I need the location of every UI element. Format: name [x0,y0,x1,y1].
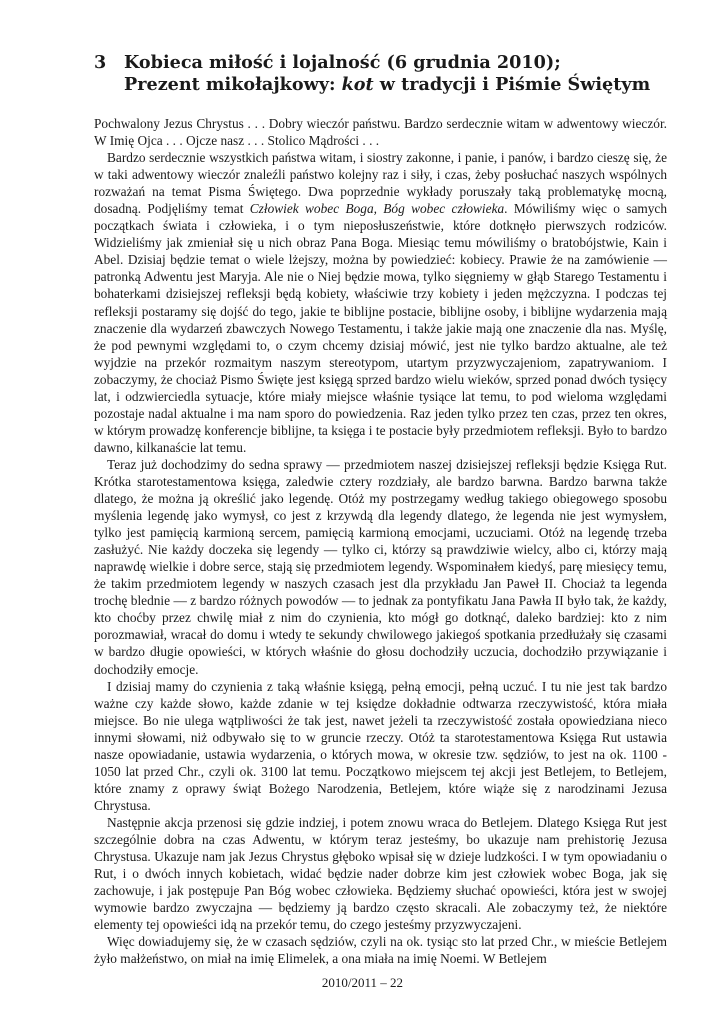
section-number: 3 [94,52,107,73]
paragraph: Teraz już dochodzimy do sedna sprawy — przedmiotem naszej dzisiejszej refleksji będzie Księga Rut. Krótka starotestamentowa księga, zaledwie cztery rozdziały, ale bardzo barwna. Bardzo barwna także dlatego, że można ją określić jako legendę. Otóż my postrzegamy według takiego obiegowego sposobu myślenia legendę jako wymysł, co jest z krzywdą dla legendy dlatego, że legenda nie jest wymysłem, tylko jest pamięcią karmioną sercem, pamięcią karmioną emocjami, uczuciami. Otóż na legendę trzeba zasłużyć. Nie każdy doczeka się legendy — tylko ci, którzy są prawdziwie wielcy, albo ci, którzy mają naprawdę wielkie i dobre serce, stają się przedmiotem legendy. Wspominałem kiedyś, parę miesięcy temu, że takim przedmiotem legendy w naszych czasach jest dla przykładu Jan Paweł II. Chociaż ta legenda trochę blednie — z bardzo różnych powodów — to jednak za pontyfikatu Jana Pawła II było tak, że każdy, kto choćby przez chwilę miał z nim do czynienia, kto mógł go dotknąć, daleko bardziej: kto z nim porozmawiał, wracał do domu i wtedy te sekundy chwilowego jakiegoś spotkania przedłużały się czasami w bardzo długie opowieści, w których właśnie do głosu dochodziły uczucia, dochodziło przywiązanie i dochodziły emocje. [94,456,667,677]
paragraph: Pochwalony Jezus Chrystus . . . Dobry wieczór państwu. Bardzo serdecznie witam w adwentowy wieczór. W Imię Ojca . . . Ojcze nasz . . . Stolico Mądrości . . . [94,116,667,149]
title-text-post: w tradycji i Piśmie Świętym [373,74,651,95]
paragraph: Następnie akcja przenosi się gdzie indziej, i potem znowu wraca do Betlejem. Dlatego Księga Rut jest szczególnie dobra na czas Adwentu, w którym teraz jesteśmy, bo ukazuje nam prehistorię Jezusa Chrystusa. Ukazuje nam jak Jezus Chrystus głęboko wpisał się w dzieje ludzkości. I w tym opowiadaniu o Rut, i o dwóch innych kobietach, widać będzie nader dobrze kim jest człowiek wobec Boga, jak się zachowuje, i jak postępuje Pan Bóg wobec człowieka. Będziemy słuchać opowieści, która jest w swojej wymowie bardzo zwyczajna — będziemy ją bardzo często skracali. Ale zobaczymy też, że niektóre elementy tej opowieści idą na przekór temu, do czego jesteśmy przyzwyczajeni. [94,814,667,933]
section-heading [94,52,667,96]
lecture-title: Człowiek wobec Boga, Bóg wobec człowieka [249,201,505,217]
title-text-pre: Prezent mikołajkowy: [124,74,342,95]
section-title-line-2 [124,74,650,96]
paragraph-text: Bardzo serdecznie wszystkich państwa witam, i siostry zakonne, i panie, i panów, i bardzo cieszę się, że w taki adwentowy wieczór znaleźli państwo kolejny raz i siły, i czas, żeby posłuchać naszych wspólnych rozważań na temat Pisma Świętego. Dwa poprzednie wykłady poruszały taką problematykę mocną, dosadną. Podjęliśmy temat [94,150,667,217]
title-text-em: kot [341,74,374,95]
paragraph-text: . Mówiliśmy więc o samych początkach świata i człowieka, i o tym nieposłuszeństwie, które dotknęło pierwszych rodziców. Widzieliśmy jak zmieniał się u nich obraz Pana Boga. Miesiąc temu mówiliśmy o bratobójstwie, Kain i Abel. Dzisiaj będzie temat o wiele lżejszy, można by powiedzieć: kobiecy. Prawie że na zamówienie — patronką Adwentu jest Maryja. Ale nie o Niej będzie mowa, tylko sięgniemy w głąb Starego Testamentu i bohaterkami dzisiejszej refleksji będą kobiety, właściwie trzy kobiety i jeden mężczyzna. I podczas tej refleksji postaramy się dojść do tego, jakie te biblijne postacie, biblijne osoby, i biblijne wydarzenia mają znaczenie dla wydarzeń zbawczych Nowego Testamentu, i także jakie mają one znaczenie dla nas. Myślę, że pod pewnymi względami to, o czym chcemy dzisiaj mówić, jest nie tylko bardzo aktualne, ale też wyjdzie na przekór rozmaitym naszym stereotypom, utartym przyzwyczajeniom, zapatrywaniom. I zobaczymy, że chociaż Pismo Święte jest księgą sprzed bardzo wielu wieków, sprzed ponad dwóch tysięcy lat, i odzwierciedla sytuacje, które miały miejsce właśnie tysiące lat temu, to pod wieloma względami pozostaje nadal aktualne i ma nam sporo do powiedzenia. Raz jeden tylko przez ten czas, przez ten okres, w którym prowadzę konferencje biblijne, ta księga i te postacie były przedmiotem refleksji. Było to bardzo dawno, kilkanaście lat temu. [94,201,668,455]
page-content [94,52,667,967]
paragraph: Więc dowiadujemy się, że w czasach sędziów, czyli na ok. tysiąc sto lat przed Chr., w mieście Betlejem żyło małżeństwo, on miał na imię Elimelek, a ona miała na imię Noemi. W Betlejem [94,934,667,967]
paragraph: I dzisiaj mamy do czynienia z taką właśnie księgą, pełną emocji, pełną uczuć. I tu nie jest tak bardzo ważne czy każde słowo, każde zdanie w tej księdze dokładnie odtwarza rzeczywistość, która miała miejsce. Bo nie ulega wątpliwości że tak jest, nawet jeżeli ta rzeczywistość została opowiedziana nieco innymi słowami, niż odbywało się to w gruncie rzeczy. Otóż ta starotestamentowa Księga Rut ustawia nasze opowiadanie, ustawia wydarzenia, o których mowa, w okresie tzw. sędziów, to jest na ok. 1100 - 1050 lat przed Chr., czyli ok. 3100 lat temu. Początkowo miejscem tej akcji jest Betlejem, to Betlejem, które znamy z oprawy świąt Bożego Narodzenia, Betlejem, które wiąże się z narodzinami Jezusa Chrystusa. [94,678,667,813]
section-title [124,52,650,96]
article-body [94,115,667,967]
page-footer: 2010/2011 – 22 [321,975,404,990]
paragraph [94,149,667,456]
section-title-line-1: Kobieca miłość i lojalność (6 grudnia 2010); [124,52,561,73]
